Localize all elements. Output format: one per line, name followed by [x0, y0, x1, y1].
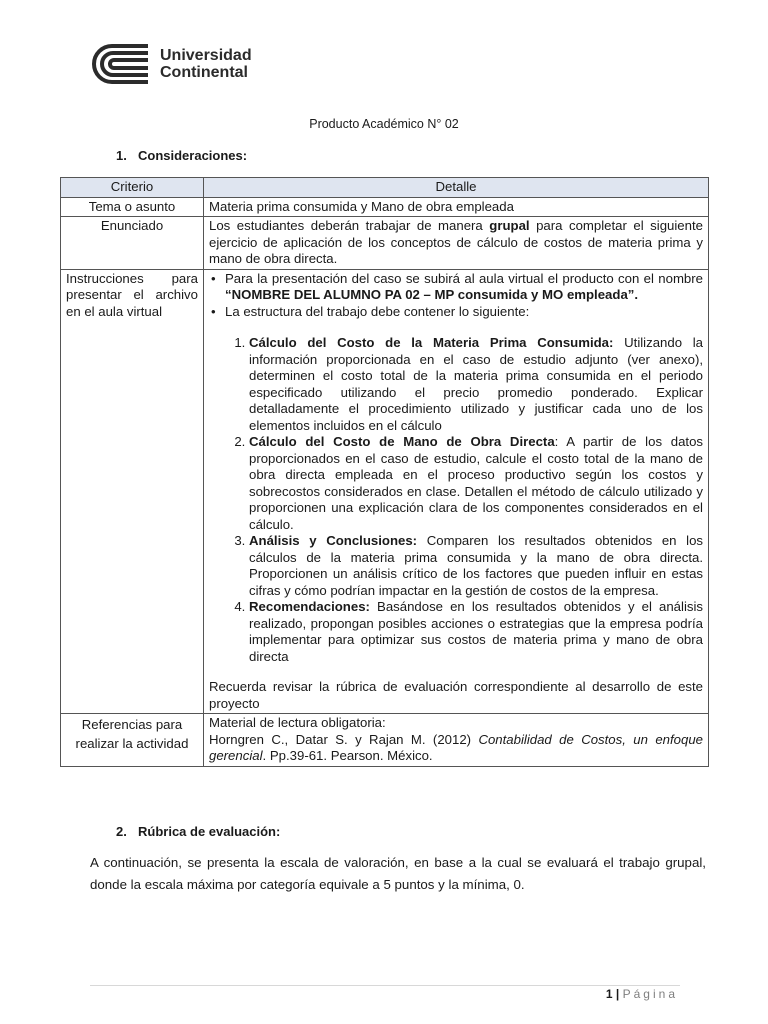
bullet-1-text: Para la presentación del caso se subirá al aula virtual el producto con el nombre — [225, 270, 703, 286]
item-1-text: Utilizando la información proporcionada en el caso de estudio adjunto (ver anexo), determinen el costo total de la materia prima consumida en el periodo especificado utilizando el precio promedio ponderado. Explicar detalladamente el procedimiento utilizado y justificar cada uno de los elementos incluidos en el cálculo — [249, 335, 704, 433]
enunciado-pre: Los estudiantes deberán trabajar de manera — [209, 218, 490, 233]
instrucciones-label: Instrucciones para presentar el archivo en el aula virtual — [61, 269, 204, 714]
bullet-2: • La estructura del trabajo debe contener lo siguiente: — [225, 304, 703, 321]
logo-line-2: Continental — [160, 64, 248, 81]
logo-c-mark-icon — [90, 42, 150, 86]
list-item — [249, 533, 703, 599]
table-row-referencias — [61, 714, 709, 767]
referencias-value — [204, 714, 709, 767]
footer-separator: | — [615, 987, 620, 1001]
item-4-title: Recomendaciones: — [249, 599, 370, 614]
document-title: Producto Académico N° 02 — [309, 117, 459, 131]
bullet-1 — [225, 271, 703, 304]
footer-page-word: Página — [622, 987, 678, 1001]
enunciado-label: Enunciado — [61, 217, 204, 270]
referencias-label: Referencias para realizar la actividad — [61, 714, 204, 767]
list-item — [249, 434, 703, 533]
enunciado-value — [204, 217, 709, 270]
section-1-number: 1. — [116, 148, 127, 163]
footer-divider — [90, 985, 680, 986]
item-3-text: Comparen los resultados obtenidos en los cálculos de la materia prima consumida y la mano de obra directa. Proporcionen un análisis crítico de los factores que pueden influir en estas cifras y cómo podrían impactar en la gestión de costos de la empresa. — [249, 533, 703, 598]
item-2-title: Cálculo del Costo de Mano de Obra Directa — [249, 434, 555, 449]
section-2-title: Rúbrica de evaluación: — [138, 824, 281, 839]
table-header-row — [61, 178, 709, 198]
referencias-citation — [209, 732, 703, 765]
citation-details: . Pp.39-61. Pearson. México. — [262, 748, 433, 763]
structure-list — [209, 335, 703, 665]
item-4-text: Basándose en los resultados obtenidos y el análisis realizado, propongan posibles acciones o estrategias que la empresa podría implementar para optimizar sus costos de materia prima y mano de obra directa — [249, 599, 703, 664]
instrucciones-closing: Recuerda revisar la rúbrica de evaluación correspondiente al desarrollo de este proyecto — [209, 679, 703, 711]
logo-line-1: Universidad — [160, 47, 252, 64]
list-item — [249, 599, 703, 665]
item-1-title: Cálculo del Costo de la Materia Prima Consumida: — [249, 335, 614, 350]
list-item — [249, 335, 703, 434]
considerations-table — [60, 177, 709, 767]
page-footer — [606, 987, 678, 1001]
item-3-title: Análisis y Conclusiones: — [249, 533, 418, 548]
logo-wordmark — [160, 47, 252, 81]
section-2-number: 2. — [116, 824, 127, 839]
citation-title: Contabilidad de Costos, un enfoque gerencial — [209, 731, 704, 763]
table-row-instrucciones — [61, 269, 709, 714]
item-2-text: : A partir de los datos proporcionados en el caso de estudio, calcule el costo total de la mano de obra directa empleada en el proceso productivo según los costos y sobrecostos considerados en clase. Detallen el método de cálculo utilizado y proporcionen una explicación clara de los componentes considerados en el cálculo. — [249, 434, 703, 532]
bullet-1-bold: “NOMBRE DEL ALUMNO PA 02 – MP consumida y MO empleada”. — [225, 287, 639, 302]
university-logo — [90, 42, 252, 86]
enunciado-post: para completar el siguiente ejercicio de aplicación de los conceptos de cálculo de costos de materia prima y mano de obra directa. — [209, 218, 703, 266]
tema-value: Materia prima consumida y Mano de obra empleada — [204, 197, 709, 217]
instrucciones-bullets — [209, 271, 703, 321]
table-row-tema — [61, 197, 709, 217]
header-detalle: Detalle — [204, 178, 709, 198]
rubric-intro-paragraph: A continuación, se presenta la escala de valoración, en base a la cual se evaluará el trabajo grupal, donde la escala máxima por categoría equivale a 5 puntos y la mínima, 0. — [90, 855, 706, 892]
enunciado-bold: grupal — [489, 218, 530, 233]
section-1-title: Consideraciones: — [138, 148, 248, 163]
instrucciones-value — [204, 269, 709, 714]
referencias-line-1: Material de lectura obligatoria: — [209, 715, 386, 730]
tema-label: Tema o asunto — [61, 197, 204, 217]
page-number: 1 — [605, 987, 613, 1001]
citation-authors: Horngren C., Datar S. y Rajan M. (2012) — [209, 731, 479, 747]
header-criterio: Criterio — [61, 178, 204, 198]
section-2-heading — [116, 824, 280, 839]
table-row-enunciado — [61, 217, 709, 270]
section-1-heading — [116, 148, 247, 163]
